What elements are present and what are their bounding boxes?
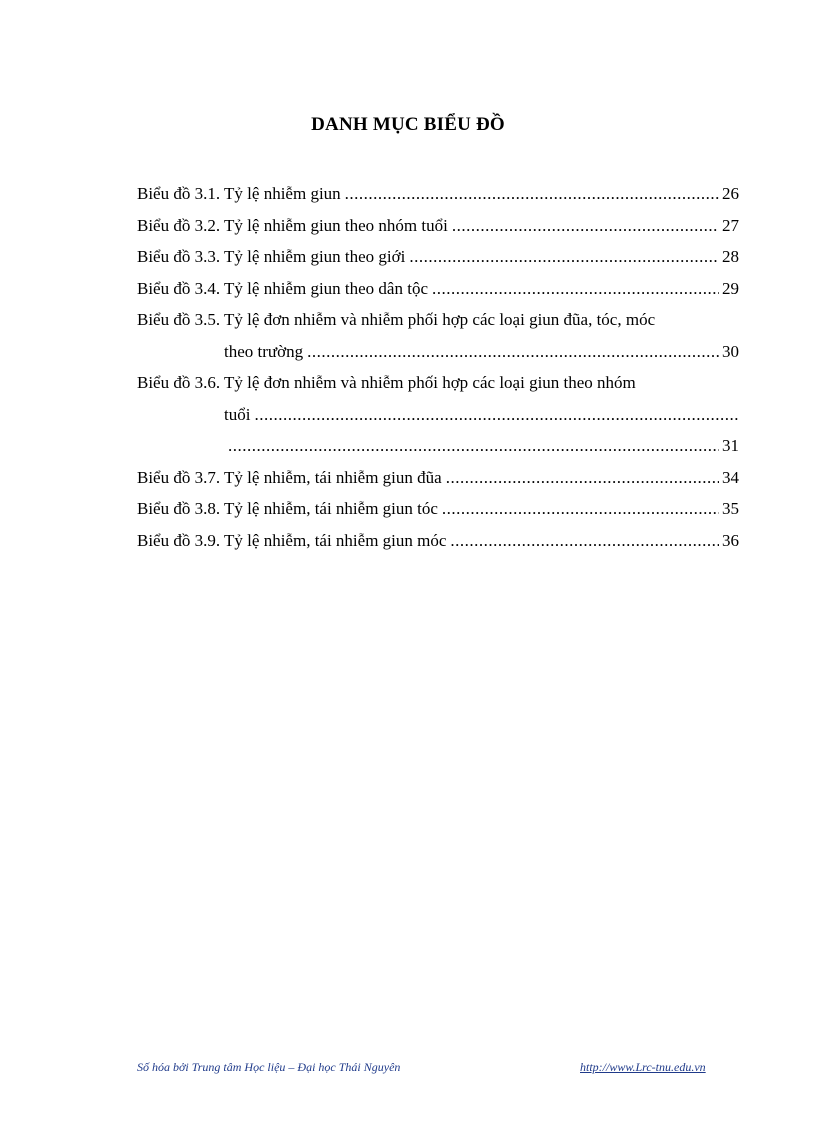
toc-entry-3-2[interactable] — [137, 210, 739, 242]
toc-page-number: 35 — [722, 499, 739, 518]
table-of-figures — [137, 178, 739, 556]
toc-dot-leader — [450, 525, 719, 557]
toc-entry-label: Biểu đồ 3.3. Tỷ lệ nhiễm giun theo giới — [137, 247, 406, 266]
toc-dot-leader — [228, 430, 719, 462]
toc-entry-3-6-leader-line[interactable] — [137, 430, 739, 462]
toc-entry-3-6[interactable] — [137, 367, 739, 399]
toc-entry-label: Biểu đồ 3.2. Tỷ lệ nhiễm giun theo nhóm tuổi — [137, 215, 448, 235]
toc-dot-leader — [446, 462, 719, 494]
toc-dot-leader — [452, 210, 719, 242]
toc-entry-label: Biểu đồ 3.4. Tỷ lệ nhiễm giun theo dân tộc — [137, 278, 429, 298]
toc-dot-leader — [409, 241, 719, 273]
toc-entry-label: Biểu đồ 3.1. Tỷ lệ nhiễm giun — [137, 184, 341, 203]
toc-dot-leader — [254, 399, 739, 431]
toc-entry-3-9[interactable] — [137, 525, 739, 557]
toc-page-number: 28 — [722, 247, 739, 266]
toc-entry-3-5-continuation[interactable] — [137, 336, 739, 368]
toc-page-number: 26 — [722, 184, 739, 203]
toc-entry-3-1[interactable] — [137, 178, 739, 210]
toc-page-number: 30 — [722, 341, 739, 361]
toc-entry-label-continuation: theo trường — [224, 341, 304, 361]
toc-entry-label: Biểu đồ 3.6. Tỷ lệ đơn nhiễm và nhiễm phối hợp các loại giun theo nhóm — [137, 373, 636, 392]
toc-entry-label: Biểu đồ 3.8. Tỷ lệ nhiễm, tái nhiễm giun tóc — [137, 499, 438, 518]
footer-digitization-credit: Số hóa bởi Trung tâm Học liệu – Đại học Thái Nguyên — [137, 1060, 401, 1074]
toc-dot-leader — [345, 178, 719, 210]
toc-entry-label: Biểu đồ 3.7. Tỷ lệ nhiễm, tái nhiễm giun đũa — [137, 467, 442, 487]
toc-dot-leader — [432, 273, 719, 305]
toc-entry-3-8[interactable] — [137, 493, 739, 525]
toc-entry-label-continuation: tuổi — [224, 404, 251, 424]
toc-entry-3-6-continuation[interactable] — [137, 399, 739, 431]
toc-dot-leader — [307, 336, 719, 368]
toc-page-number: 29 — [722, 278, 739, 298]
footer-website-link[interactable]: http://www.Lrc-tnu.edu.vn — [580, 1060, 706, 1074]
toc-page-number: 31 — [722, 436, 739, 455]
toc-page-number: 27 — [722, 215, 739, 235]
toc-entry-label: Biểu đồ 3.5. Tỷ lệ đơn nhiễm và nhiễm phối hợp các loại giun đũa, tóc, móc — [137, 310, 656, 329]
toc-entry-3-4[interactable] — [137, 273, 739, 305]
page-title: DANH MỤC BIỂU ĐỒ — [311, 114, 505, 135]
toc-entry-3-3[interactable] — [137, 241, 739, 273]
toc-entry-label: Biểu đồ 3.9. Tỷ lệ nhiễm, tái nhiễm giun móc — [137, 530, 447, 550]
toc-entry-3-7[interactable] — [137, 462, 739, 494]
toc-page-number: 36 — [722, 530, 739, 550]
toc-entry-3-5[interactable] — [137, 304, 739, 336]
toc-dot-leader — [442, 493, 719, 525]
toc-page-number: 34 — [722, 467, 739, 487]
